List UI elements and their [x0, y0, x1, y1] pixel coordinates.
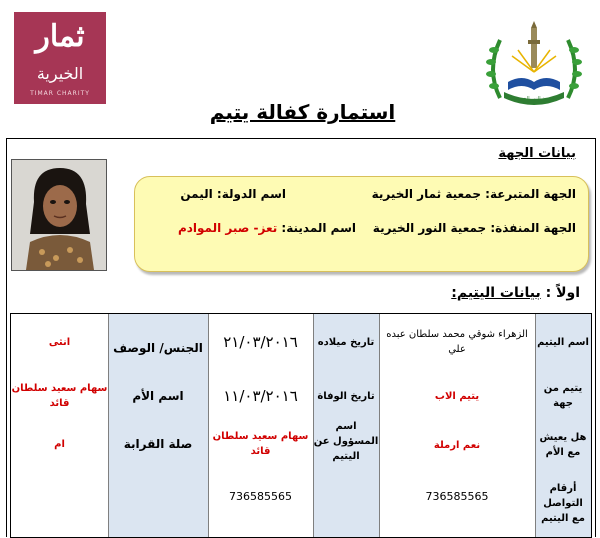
- guardian-phone-value: 736585565: [229, 489, 292, 503]
- gender-label: الجنس/ الوصف: [113, 340, 203, 355]
- orphaned-from-label: يتيم من جهة: [543, 383, 583, 409]
- death-date-value: ١١/٠٣/٢٠١٦: [223, 386, 298, 405]
- entity-section-title: بيانات الجهة: [498, 146, 576, 161]
- mother-name-label: اسم الأم: [132, 388, 184, 403]
- lives-with-mother-value: نعم ارملة: [433, 439, 481, 451]
- form-title: استمارة كفالة يتيم: [209, 100, 396, 124]
- orphan-photo: [11, 159, 107, 271]
- logo-subname: الخيرية: [36, 64, 84, 83]
- birth-date-value: ٢١/٠٣/٢٠١٦: [223, 332, 298, 351]
- gender-value: انثى: [48, 336, 71, 348]
- lives-with-mother-label: هل يعيش مع الأم: [539, 432, 587, 458]
- guardian-label: اسم المسؤول عن اليتيم: [313, 420, 379, 462]
- al-noor-logo: [482, 20, 586, 108]
- city-label: اسم المدينة:: [281, 221, 356, 235]
- sponsor-entity: الجهة المتبرعة: جمعية ثمار الخيرية: [371, 187, 576, 201]
- city-name: [178, 221, 356, 235]
- birth-date-label: تاريخ ميلاده: [317, 336, 375, 348]
- orphan-data-table: [10, 313, 592, 538]
- logo-name: ثمار: [35, 19, 85, 54]
- executing-entity: الجهة المنفذة: جمعية النور الخيرية: [372, 221, 576, 235]
- relation-value: ام: [54, 438, 65, 450]
- orphaned-from-value: يتيم الاب: [434, 390, 480, 402]
- orphan-name-value: الزهراء شوقي محمد سلطان عبده علي: [386, 329, 528, 355]
- orphan-section-prefix: اولاً :: [540, 285, 580, 301]
- city-value: تعز- صبر الموادم: [177, 221, 278, 235]
- contact-numbers-label: أرقام التواصل مع اليتيم: [541, 482, 585, 524]
- relation-label: صلة القرابة: [123, 436, 193, 451]
- orphan-section-label: بيانات اليتيم:: [451, 285, 541, 301]
- timar-charity-logo: [14, 12, 106, 104]
- contact-number-value: 736585565: [425, 489, 489, 503]
- al-noor-ribbon-text: جمعية النور الخيرية: [515, 96, 555, 102]
- mother-name-value: سهام سعيد سلطان قائد: [11, 383, 108, 409]
- orphan-section-title: [451, 285, 580, 301]
- guardian-value: سهام سعيد سلطان قائد: [212, 431, 309, 457]
- orphan-name-label: اسم اليتيم: [537, 336, 589, 348]
- country-name: اسم الدولة: اليمن: [180, 187, 286, 201]
- death-date-label: تاريخ الوفاة: [317, 390, 375, 402]
- logo-english: TIMAR CHARITY: [30, 90, 90, 97]
